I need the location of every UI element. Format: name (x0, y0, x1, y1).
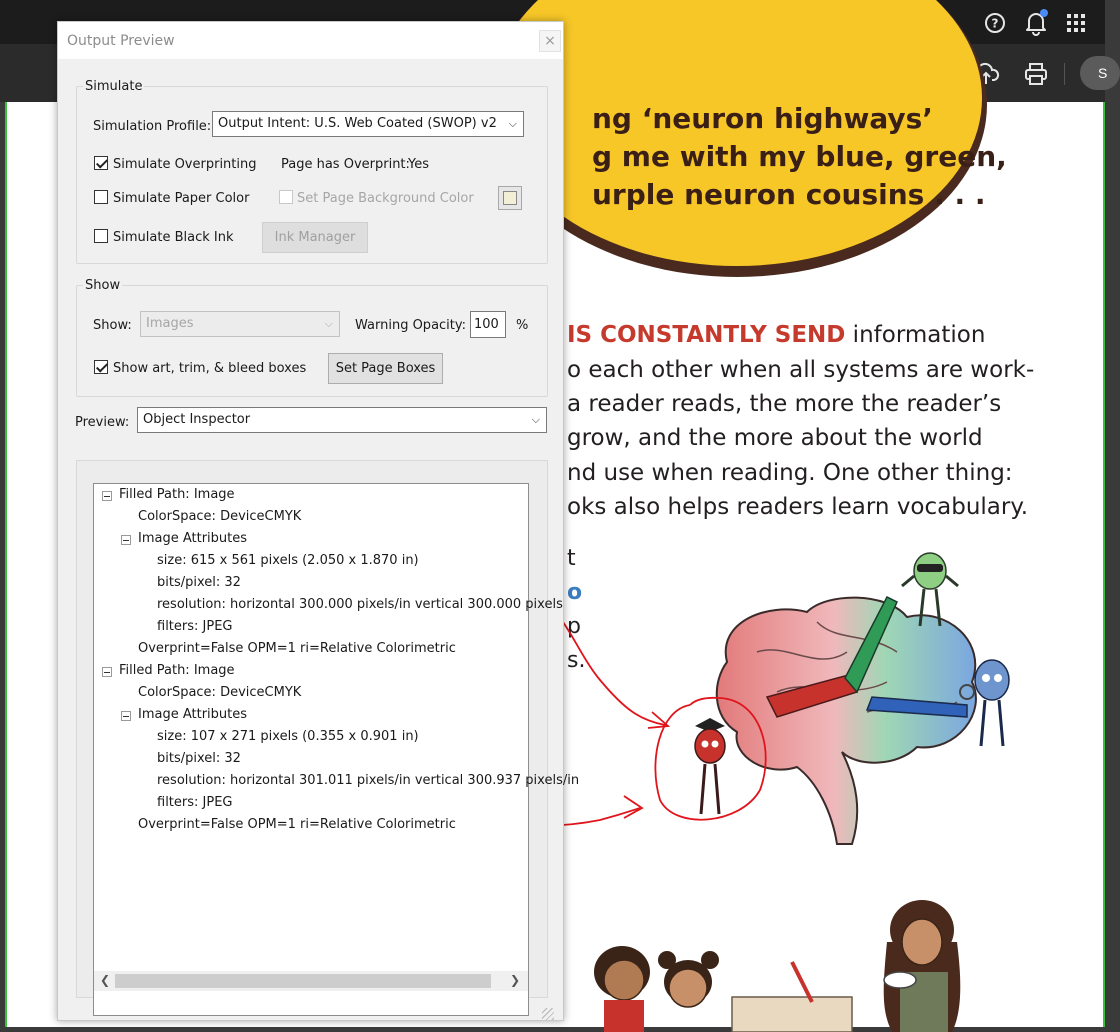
tree-node-bits-pixel[interactable]: bits/pixel: 32 (157, 575, 241, 590)
text-fragment: s. (567, 648, 586, 673)
show-select[interactable] (140, 311, 340, 337)
tree-node-image-attributes[interactable]: Image Attributes (138, 707, 248, 722)
tree-node-size[interactable]: size: 615 x 561 pixels (2.050 x 1.870 in) (157, 553, 419, 568)
body-text-line: a reader reads, the more the reader’s (567, 391, 1002, 417)
scroll-left-icon[interactable]: ❮ (100, 973, 111, 987)
collapse-icon[interactable] (121, 711, 131, 721)
tree-node-filled-path[interactable]: Filled Path: Image (119, 663, 235, 678)
svg-text:?: ? (991, 16, 999, 31)
notification-badge (1040, 9, 1048, 17)
horizontal-scrollbar[interactable] (94, 971, 528, 991)
body-text-line (567, 322, 985, 348)
percent-label: % (516, 318, 529, 333)
show-boxes-label[interactable]: Show art, trim, & bleed boxes (113, 361, 307, 376)
app-grid-icon (1067, 14, 1085, 32)
set-page-background-label: Set Page Background Color (297, 191, 474, 206)
tree-node-size[interactable]: size: 107 x 271 pixels (0.355 x 0.901 in) (157, 729, 419, 744)
tree-node-resolution[interactable]: resolution: horizontal 300.000 pixels/in vertical 300.000 pixels (157, 597, 563, 612)
highlighted-text: IS CONSTANTLY SEND (567, 322, 846, 348)
text-fragment: p (567, 614, 581, 639)
simulate-black-ink-label[interactable]: Simulate Black Ink (113, 230, 234, 245)
show-group-label: Show (85, 278, 121, 293)
tree-node-bits-pixel[interactable]: bits/pixel: 32 (157, 751, 241, 766)
show-boxes-checkbox[interactable] (94, 360, 108, 374)
show-label: Show: (93, 318, 132, 333)
share-button[interactable]: S (1080, 56, 1120, 90)
printer-icon (1024, 63, 1048, 85)
simulate-black-ink-checkbox[interactable] (94, 229, 108, 243)
show-group (76, 285, 548, 397)
tree-node-resolution[interactable]: resolution: horizontal 301.011 pixels/in vertical 300.937 pixels/in (157, 773, 580, 788)
collapse-icon[interactable] (102, 667, 112, 677)
tree-node-colorspace[interactable]: ColorSpace: DeviceCMYK (138, 509, 302, 524)
simulate-overprinting-label[interactable]: Simulate Overprinting (113, 157, 257, 172)
warning-opacity-label: Warning Opacity: (355, 318, 467, 333)
object-inspector-tree[interactable] (93, 483, 580, 1016)
blue-neuron-character (957, 650, 1027, 750)
page-overprint-value: Yes (408, 157, 429, 172)
body-text-line: grow, and the more about the world (567, 425, 983, 451)
close-icon: × (544, 33, 556, 49)
green-neuron-character (900, 546, 960, 631)
collapse-icon[interactable] (102, 491, 112, 501)
simulate-group-label: Simulate (85, 79, 143, 94)
tree-node-image-attributes[interactable]: Image Attributes (138, 531, 248, 546)
page-background-color-swatch[interactable] (498, 186, 522, 210)
scrollbar-thumb[interactable] (115, 974, 491, 988)
simulation-profile-label: Simulation Profile: (93, 119, 212, 134)
family-illustration (582, 902, 982, 1032)
preview-value: Object Inspector (143, 412, 251, 427)
simulation-profile-value: Output Intent: U.S. Web Coated (SWOP) v2 (218, 116, 497, 131)
body-text: information (845, 322, 986, 348)
warning-opacity-input[interactable]: 100 (470, 311, 506, 338)
dialog-title: Output Preview (67, 33, 175, 49)
body-text-line: nd use when reading. One other thing: (567, 460, 1013, 486)
close-button[interactable] (539, 30, 561, 52)
set-page-background-checkbox[interactable] (279, 190, 293, 204)
help-button[interactable] (983, 11, 1007, 35)
output-preview-dialog (57, 21, 580, 1021)
show-value: Images (146, 316, 194, 331)
resize-grip-icon[interactable] (542, 1008, 554, 1020)
toolbar-separator (1064, 63, 1065, 85)
body-text-line: o each other when all systems are work- (567, 357, 1035, 383)
simulate-paper-color-label[interactable]: Simulate Paper Color (113, 191, 250, 206)
preview-label: Preview: (75, 415, 130, 430)
preview-select[interactable] (137, 407, 547, 433)
chevron-down-icon: ⌵ (531, 413, 540, 426)
text-fragment: t (567, 546, 576, 571)
help-circle-icon (984, 12, 1006, 34)
chevron-down-icon: ⌵ (324, 317, 333, 330)
chevron-down-icon: ⌵ (508, 117, 517, 130)
red-neuron-character (685, 714, 735, 819)
bubble-text-line: urple neuron cousins . . . (592, 178, 986, 211)
tree-node-overprint[interactable]: Overprint=False OPM=1 ri=Relative Colorimetric (138, 641, 456, 656)
tree-node-filled-path[interactable]: Filled Path: Image (119, 487, 235, 502)
tree-node-overprint[interactable]: Overprint=False OPM=1 ri=Relative Colorimetric (138, 817, 456, 832)
tree-node-filters[interactable]: filters: JPEG (157, 619, 233, 634)
tree-node-colorspace[interactable]: ColorSpace: DeviceCMYK (138, 685, 302, 700)
swatch-color (503, 191, 517, 205)
page-overprint-label: Page has Overprint: (281, 157, 410, 172)
tree-node-filters[interactable]: filters: JPEG (157, 795, 233, 810)
apps-button[interactable] (1064, 11, 1088, 35)
simulate-overprinting-checkbox[interactable] (94, 156, 108, 170)
text-fragment: o (567, 580, 583, 605)
scroll-right-icon[interactable]: ❯ (510, 973, 521, 987)
bubble-text-line: ng ‘neuron highways’ (592, 102, 933, 135)
ink-manager-button[interactable]: Ink Manager (262, 222, 368, 253)
collapse-icon[interactable] (121, 535, 131, 545)
body-text-line: oks also helps readers learn vocabulary. (567, 494, 1028, 520)
simulation-profile-select[interactable] (212, 111, 524, 137)
simulate-paper-color-checkbox[interactable] (94, 190, 108, 204)
dialog-titlebar[interactable] (58, 22, 563, 59)
bubble-text-line: g me with my blue, green, (592, 140, 1007, 173)
print-button[interactable] (1022, 61, 1050, 87)
set-page-boxes-button[interactable]: Set Page Boxes (328, 353, 443, 384)
